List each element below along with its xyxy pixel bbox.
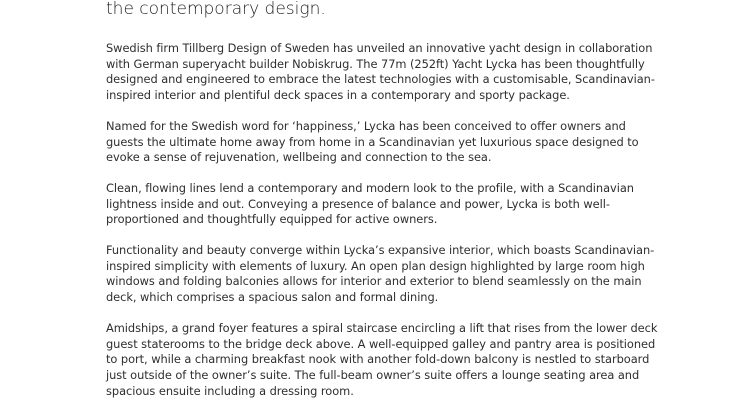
- paragraph: [106, 243, 655, 306]
- text-line: evoke a sense of rejuvenation, wellbeing and connection to the sea.: [106, 150, 492, 165]
- paragraph: [106, 41, 655, 104]
- text-line: designed and engineered to embrace the latest technologies with a customisable, Scandinavian-: [106, 72, 655, 87]
- paragraph: [106, 118, 639, 166]
- paragraph: [106, 181, 636, 228]
- text-line: lightness inside and out. Conveying a presence of balance and power, Lycka is both well-: [106, 196, 610, 211]
- text-line: Clean, flowing lines lend a contemporary and modern look to the profile, with a Scandinavian: [106, 180, 634, 195]
- text-line: inspired interior and plentiful deck spaces in a contemporary and sporty package.: [106, 88, 570, 103]
- text-line: inspired simplicity with elements of luxury. An open plan design highlighted by large room high: [106, 258, 645, 273]
- text-line: spacious ensuite including a dressing room.: [106, 383, 354, 398]
- text-line: to port, while a charming breakfast nook with another fold-down balcony is nestled to starboard: [106, 352, 650, 367]
- text-line: guest staterooms to the bridge deck above. A well-equipped galley and pantry area is positioned: [106, 336, 656, 351]
- text-line: deck, which comprises a spacious salon and formal dining.: [106, 290, 439, 305]
- text-line: Named for the Swedish word for ‘happiness,’ Lycka has been conceived to offer owners and: [106, 118, 626, 133]
- paragraph: [106, 320, 658, 400]
- text-line: windows and folding balconies allows for interior and exterior to blend seamlessly on the main: [106, 274, 642, 289]
- text-line: Amidships, a grand foyer features a spiral staircase encircling a lift that rises from the lower deck: [106, 320, 658, 335]
- text-line: Functionality and beauty converge within Lycka’s expansive interior, which boasts Scandinavian-: [106, 243, 655, 258]
- lead-heading-line: the contemporary design.: [106, 0, 326, 19]
- text-line: with German superyacht builder Nobiskrug. The 77m (252ft) Yacht Lycka has been thoughtfully: [106, 56, 645, 71]
- text-line: Swedish firm Tillberg Design of Sweden has unveiled an innovative yacht design in collaboration: [106, 41, 653, 55]
- text-line: guests the ultimate home away from home in a Scandinavian yet luxurious space designed to: [106, 134, 639, 149]
- text-line: just outside of the owner’s suite. The full-beam owner’s suite offers a lounge seating area and: [106, 367, 640, 382]
- article-body: [106, 41, 658, 414]
- text-line: proportioned and thoughtfully equipped for active owners.: [106, 212, 438, 227]
